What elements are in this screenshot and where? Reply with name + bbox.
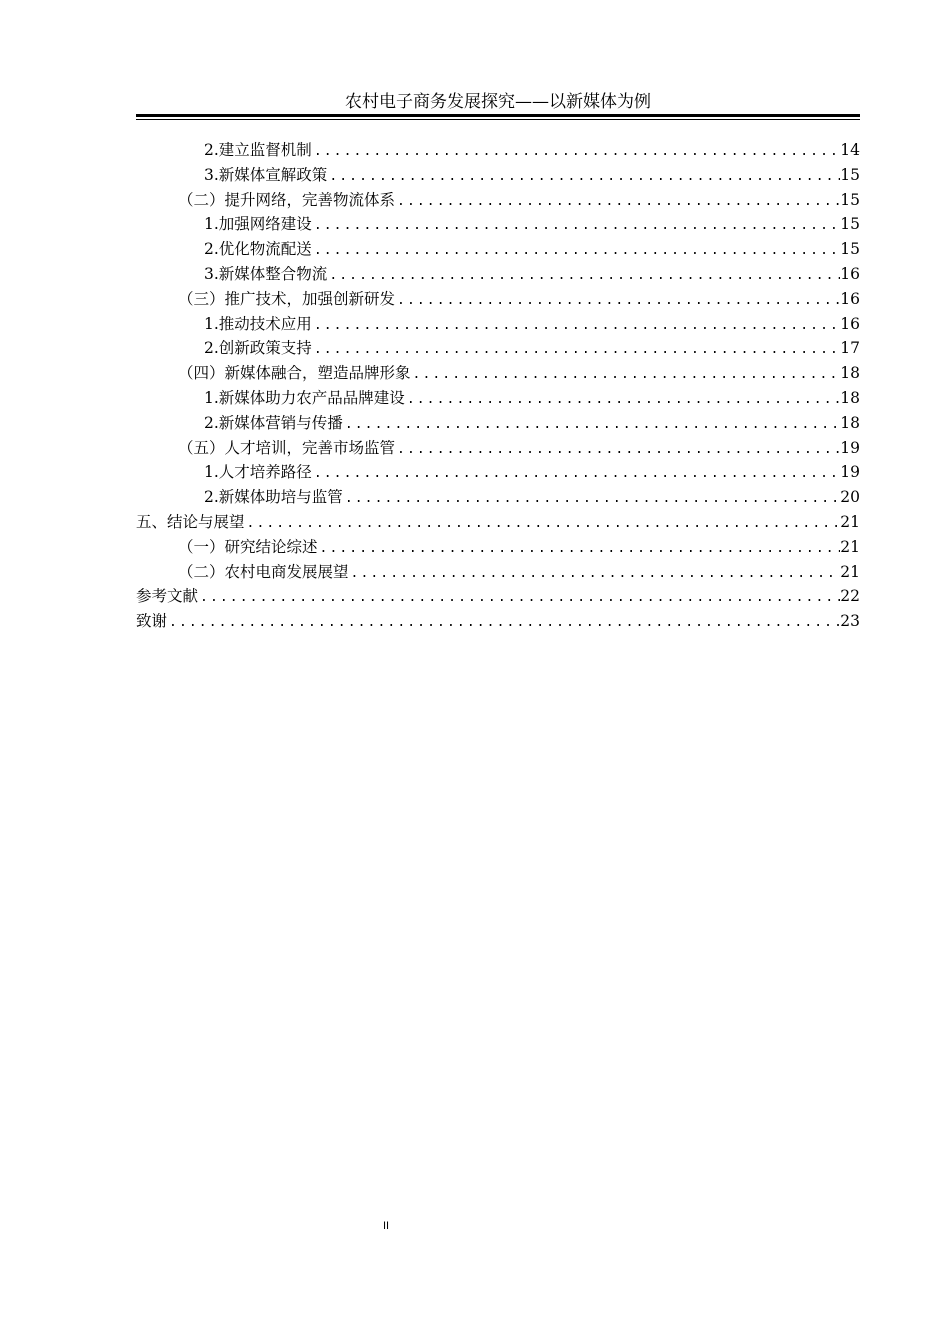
toc-dot-leader bbox=[343, 487, 840, 512]
toc-entry-title: 优化物流配送 bbox=[218, 240, 312, 259]
toc-entry-page: 17 bbox=[840, 339, 860, 358]
toc-entry-title: 研究结论综述 bbox=[224, 537, 318, 556]
toc-entry-page: 15 bbox=[840, 165, 860, 184]
toc-entry-page: 15 bbox=[840, 190, 860, 209]
toc-entry-page: 15 bbox=[840, 215, 860, 234]
toc-entry-acknowledgements[interactable] bbox=[136, 609, 860, 634]
toc-entry-number: 2. bbox=[204, 240, 219, 259]
toc-entry-number: 3. bbox=[204, 165, 219, 184]
toc-entry[interactable] bbox=[136, 312, 860, 337]
toc-entry-title: 创新政策支持 bbox=[218, 339, 312, 358]
toc-entry-title: 新媒体整合物流 bbox=[218, 264, 328, 283]
toc-dot-leader bbox=[395, 190, 840, 215]
toc-entry-title: 提升网络，完善物流体系 bbox=[224, 190, 396, 209]
toc-entry-title: 加强网络建设 bbox=[218, 215, 312, 234]
toc-entry-number: （二） bbox=[178, 562, 225, 581]
toc-dot-leader bbox=[327, 165, 840, 190]
toc-entry-title: 人才培训，完善市场监管 bbox=[224, 438, 396, 457]
toc-entry-page: 23 bbox=[840, 612, 860, 631]
toc-dot-leader bbox=[395, 289, 840, 314]
toc-entry-page: 16 bbox=[840, 314, 860, 333]
toc-entry-page: 16 bbox=[840, 289, 860, 308]
toc-dot-leader bbox=[167, 611, 840, 636]
toc-entry-page: 22 bbox=[840, 587, 860, 606]
header-rule-thin bbox=[136, 119, 860, 120]
toc-dot-leader bbox=[312, 314, 840, 339]
toc-entry-title: 推广技术，加强创新研发 bbox=[224, 289, 396, 308]
toc-dot-leader bbox=[312, 239, 840, 264]
toc-entry-title: 新媒体融合，塑造品牌形象 bbox=[224, 364, 411, 383]
toc-entry[interactable] bbox=[136, 262, 860, 287]
table-of-contents bbox=[136, 138, 860, 634]
toc-entry-title: 新媒体助培与监管 bbox=[218, 488, 343, 507]
toc-entry-number: 2. bbox=[204, 141, 219, 159]
toc-entry[interactable] bbox=[136, 188, 860, 213]
header-rule-thick bbox=[136, 114, 860, 117]
toc-entry-number: （四） bbox=[178, 364, 225, 383]
toc-entry-title: 农村电商发展展望 bbox=[224, 562, 349, 581]
toc-entry[interactable] bbox=[136, 163, 860, 188]
toc-entry[interactable] bbox=[136, 138, 860, 163]
toc-entry-number: 1. bbox=[204, 314, 219, 333]
toc-dot-leader bbox=[318, 537, 840, 562]
toc-entry-page: 16 bbox=[840, 264, 860, 283]
toc-entry-number: （二） bbox=[178, 190, 225, 209]
page-header-title: 农村电子商务发展探究——以新媒体为例 bbox=[345, 92, 651, 112]
toc-entry[interactable] bbox=[136, 361, 860, 386]
toc-entry[interactable] bbox=[136, 436, 860, 461]
toc-entry-page: 14 bbox=[840, 141, 860, 159]
toc-entry-title: 建立监督机制 bbox=[218, 141, 312, 159]
toc-dot-leader bbox=[245, 512, 840, 537]
toc-entry[interactable] bbox=[136, 510, 860, 535]
toc-entry-page: 18 bbox=[840, 413, 860, 432]
toc-dot-leader bbox=[312, 338, 840, 363]
toc-dot-leader bbox=[411, 363, 840, 388]
toc-entry[interactable] bbox=[136, 560, 860, 585]
toc-entry-page: 15 bbox=[840, 240, 860, 259]
toc-entry-page: 19 bbox=[840, 438, 860, 457]
toc-entry-title: 新媒体营销与传播 bbox=[218, 413, 343, 432]
toc-entry[interactable] bbox=[136, 336, 860, 361]
toc-dot-leader bbox=[198, 586, 840, 611]
toc-entry-page: 18 bbox=[840, 364, 860, 383]
toc-dot-leader bbox=[312, 462, 840, 487]
toc-entry[interactable] bbox=[136, 212, 860, 237]
toc-entry[interactable] bbox=[136, 460, 860, 485]
toc-entry-title: 推动技术应用 bbox=[218, 314, 312, 333]
toc-entry[interactable] bbox=[136, 411, 860, 436]
toc-entry-title: 人才培养路径 bbox=[218, 463, 312, 482]
toc-entry[interactable] bbox=[136, 535, 860, 560]
toc-entry-title: 致谢 bbox=[136, 612, 168, 631]
toc-entry-number: 1. bbox=[204, 388, 219, 407]
toc-entry-number: 2. bbox=[204, 413, 219, 432]
toc-entry-page: 19 bbox=[840, 463, 860, 482]
toc-entry-number: 2. bbox=[204, 339, 219, 358]
toc-entry-title: 结论与展望 bbox=[167, 512, 245, 531]
toc-entry-number: （一） bbox=[178, 537, 225, 556]
toc-dot-leader bbox=[312, 140, 840, 165]
toc-entry-title: 新媒体宣解政策 bbox=[218, 165, 328, 184]
toc-entry-number: 五、 bbox=[136, 512, 168, 531]
toc-dot-leader bbox=[395, 438, 840, 463]
toc-dot-leader bbox=[349, 562, 840, 587]
toc-entry-number: 1. bbox=[204, 215, 219, 234]
toc-dot-leader bbox=[312, 214, 840, 239]
toc-dot-leader bbox=[343, 413, 840, 438]
toc-entry-number: 2. bbox=[204, 488, 219, 507]
toc-entry-page: 18 bbox=[840, 388, 860, 407]
toc-entry-number: 1. bbox=[204, 463, 219, 482]
toc-entry-title: 参考文献 bbox=[136, 587, 199, 606]
toc-entry[interactable] bbox=[136, 386, 860, 411]
toc-dot-leader bbox=[405, 388, 840, 413]
page-number: II bbox=[382, 1220, 390, 1232]
toc-entry-number: 3. bbox=[204, 264, 219, 283]
toc-entry[interactable] bbox=[136, 237, 860, 262]
toc-dot-leader bbox=[327, 264, 840, 289]
toc-entry-number: （五） bbox=[178, 438, 225, 457]
toc-entry-number: （三） bbox=[178, 289, 225, 308]
toc-entry-references[interactable] bbox=[136, 584, 860, 609]
toc-entry-page: 20 bbox=[840, 488, 860, 507]
toc-entry-title: 新媒体助力农产品品牌建设 bbox=[218, 388, 405, 407]
toc-entry[interactable] bbox=[136, 485, 860, 510]
toc-entry[interactable] bbox=[136, 287, 860, 312]
toc-entry-page: 21 bbox=[840, 562, 860, 581]
toc-entry-page: 21 bbox=[840, 537, 860, 556]
toc-entry-page: 21 bbox=[840, 512, 860, 531]
